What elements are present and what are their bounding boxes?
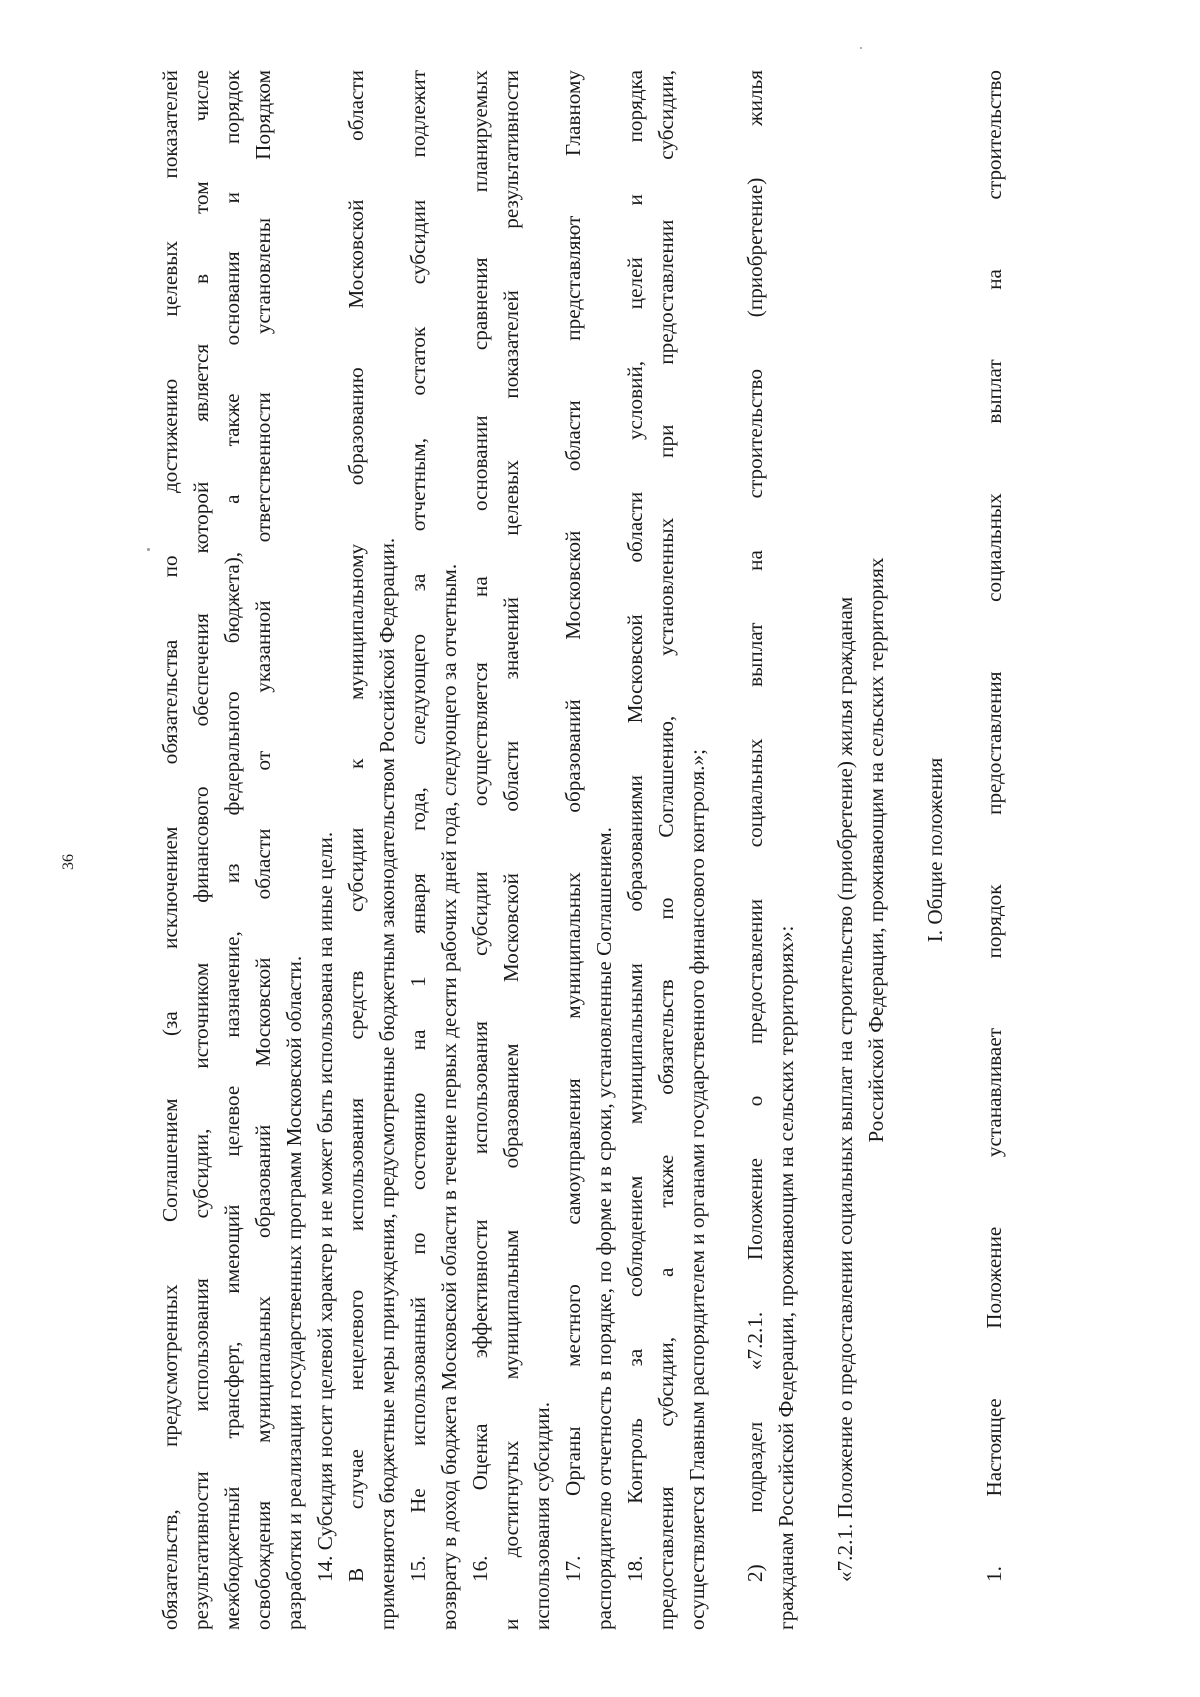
- text-line: гражданам Российской Федерации, проживающим на сельских территориях»:: [774, 925, 798, 1630]
- text-line: 2) подраздел «7.2.1. Положение о предоставлении социальных выплат на строительство (приобретение) жилья: [743, 70, 767, 1582]
- page-number: 36: [60, 854, 77, 870]
- text-line: 1. Настоящее Положение устанавливает порядок предоставления социальных выплат на строительство: [982, 70, 1006, 1582]
- text-line: освобождения муниципальных образований Московской области от указанной ответственности установлены Порядком: [251, 70, 275, 1630]
- text-line: «7.2.1. Положение о предоставлении социальных выплат на строительство (приобретение) жилья гражданам: [833, 596, 857, 1582]
- text-line: В случае нецелевого использования средств субсидии к муниципальному образованию Московской области: [344, 70, 368, 1582]
- text-line: 16. Оценка эффективности использования субсидии осуществляется на основании сравнения планируемых: [468, 70, 492, 1582]
- text-line: осуществляется Главным распорядителем и органами государственного финансового контроля.»;: [685, 749, 709, 1630]
- text-line: и достигнутых муниципальным образованием Московской области значений целевых показателей результативности: [499, 70, 523, 1630]
- text-line: 15. Не использованный по состоянию на 1 января года, следующего за отчетным, остаток субсидии подлежит: [406, 70, 430, 1582]
- text-line: распорядителю отчетность в порядке, по форме и в сроки, установленные Соглашением.: [592, 827, 616, 1630]
- text-line: межбюджетный трансферт, имеющий целевое назначение, из федерального бюджета), а также основания и порядок: [220, 70, 244, 1630]
- text-line: применяются бюджетные меры принуждения, предусмотренные бюджетным законодательством Российской Федерации.: [375, 537, 399, 1630]
- rotated-text-block: [60, 70, 1120, 1630]
- text-line: Российской Федерации, проживающим на сельских территориях: [864, 557, 888, 1143]
- scan-speck: [147, 548, 150, 551]
- text-line: возврату в доход бюджета Московской области в течение первых десяти рабочих дней года, следующего за отчетным.: [437, 563, 461, 1630]
- text-line: разработки и реализации государственных программ Московской области.: [282, 955, 306, 1630]
- text-line: 17. Органы местного самоуправления муниципальных образований Московской области представляют Главному: [561, 70, 585, 1582]
- text-line: 14. Субсидия носит целевой характер и не может быть использована на иные цели.: [313, 831, 337, 1582]
- text-line: результативности использования субсидии, источником финансового обеспечения которой является в том числе: [189, 70, 213, 1630]
- text-line: 18. Контроль за соблюдением муниципальными образованиями Московской области условий, целей и порядка: [623, 70, 647, 1582]
- text-line: обязательств, предусмотренных Соглашением (за исключением обязательства по достижению целевых показателей: [158, 70, 182, 1630]
- scan-speck: [860, 47, 862, 49]
- text-line: предоставления субсидии, а также обязательств по Соглашению, установленных при предоставлении субсидии,: [654, 70, 678, 1630]
- section-heading: I. Общие положения: [923, 757, 947, 943]
- text-line: использования субсидии.: [530, 1401, 554, 1630]
